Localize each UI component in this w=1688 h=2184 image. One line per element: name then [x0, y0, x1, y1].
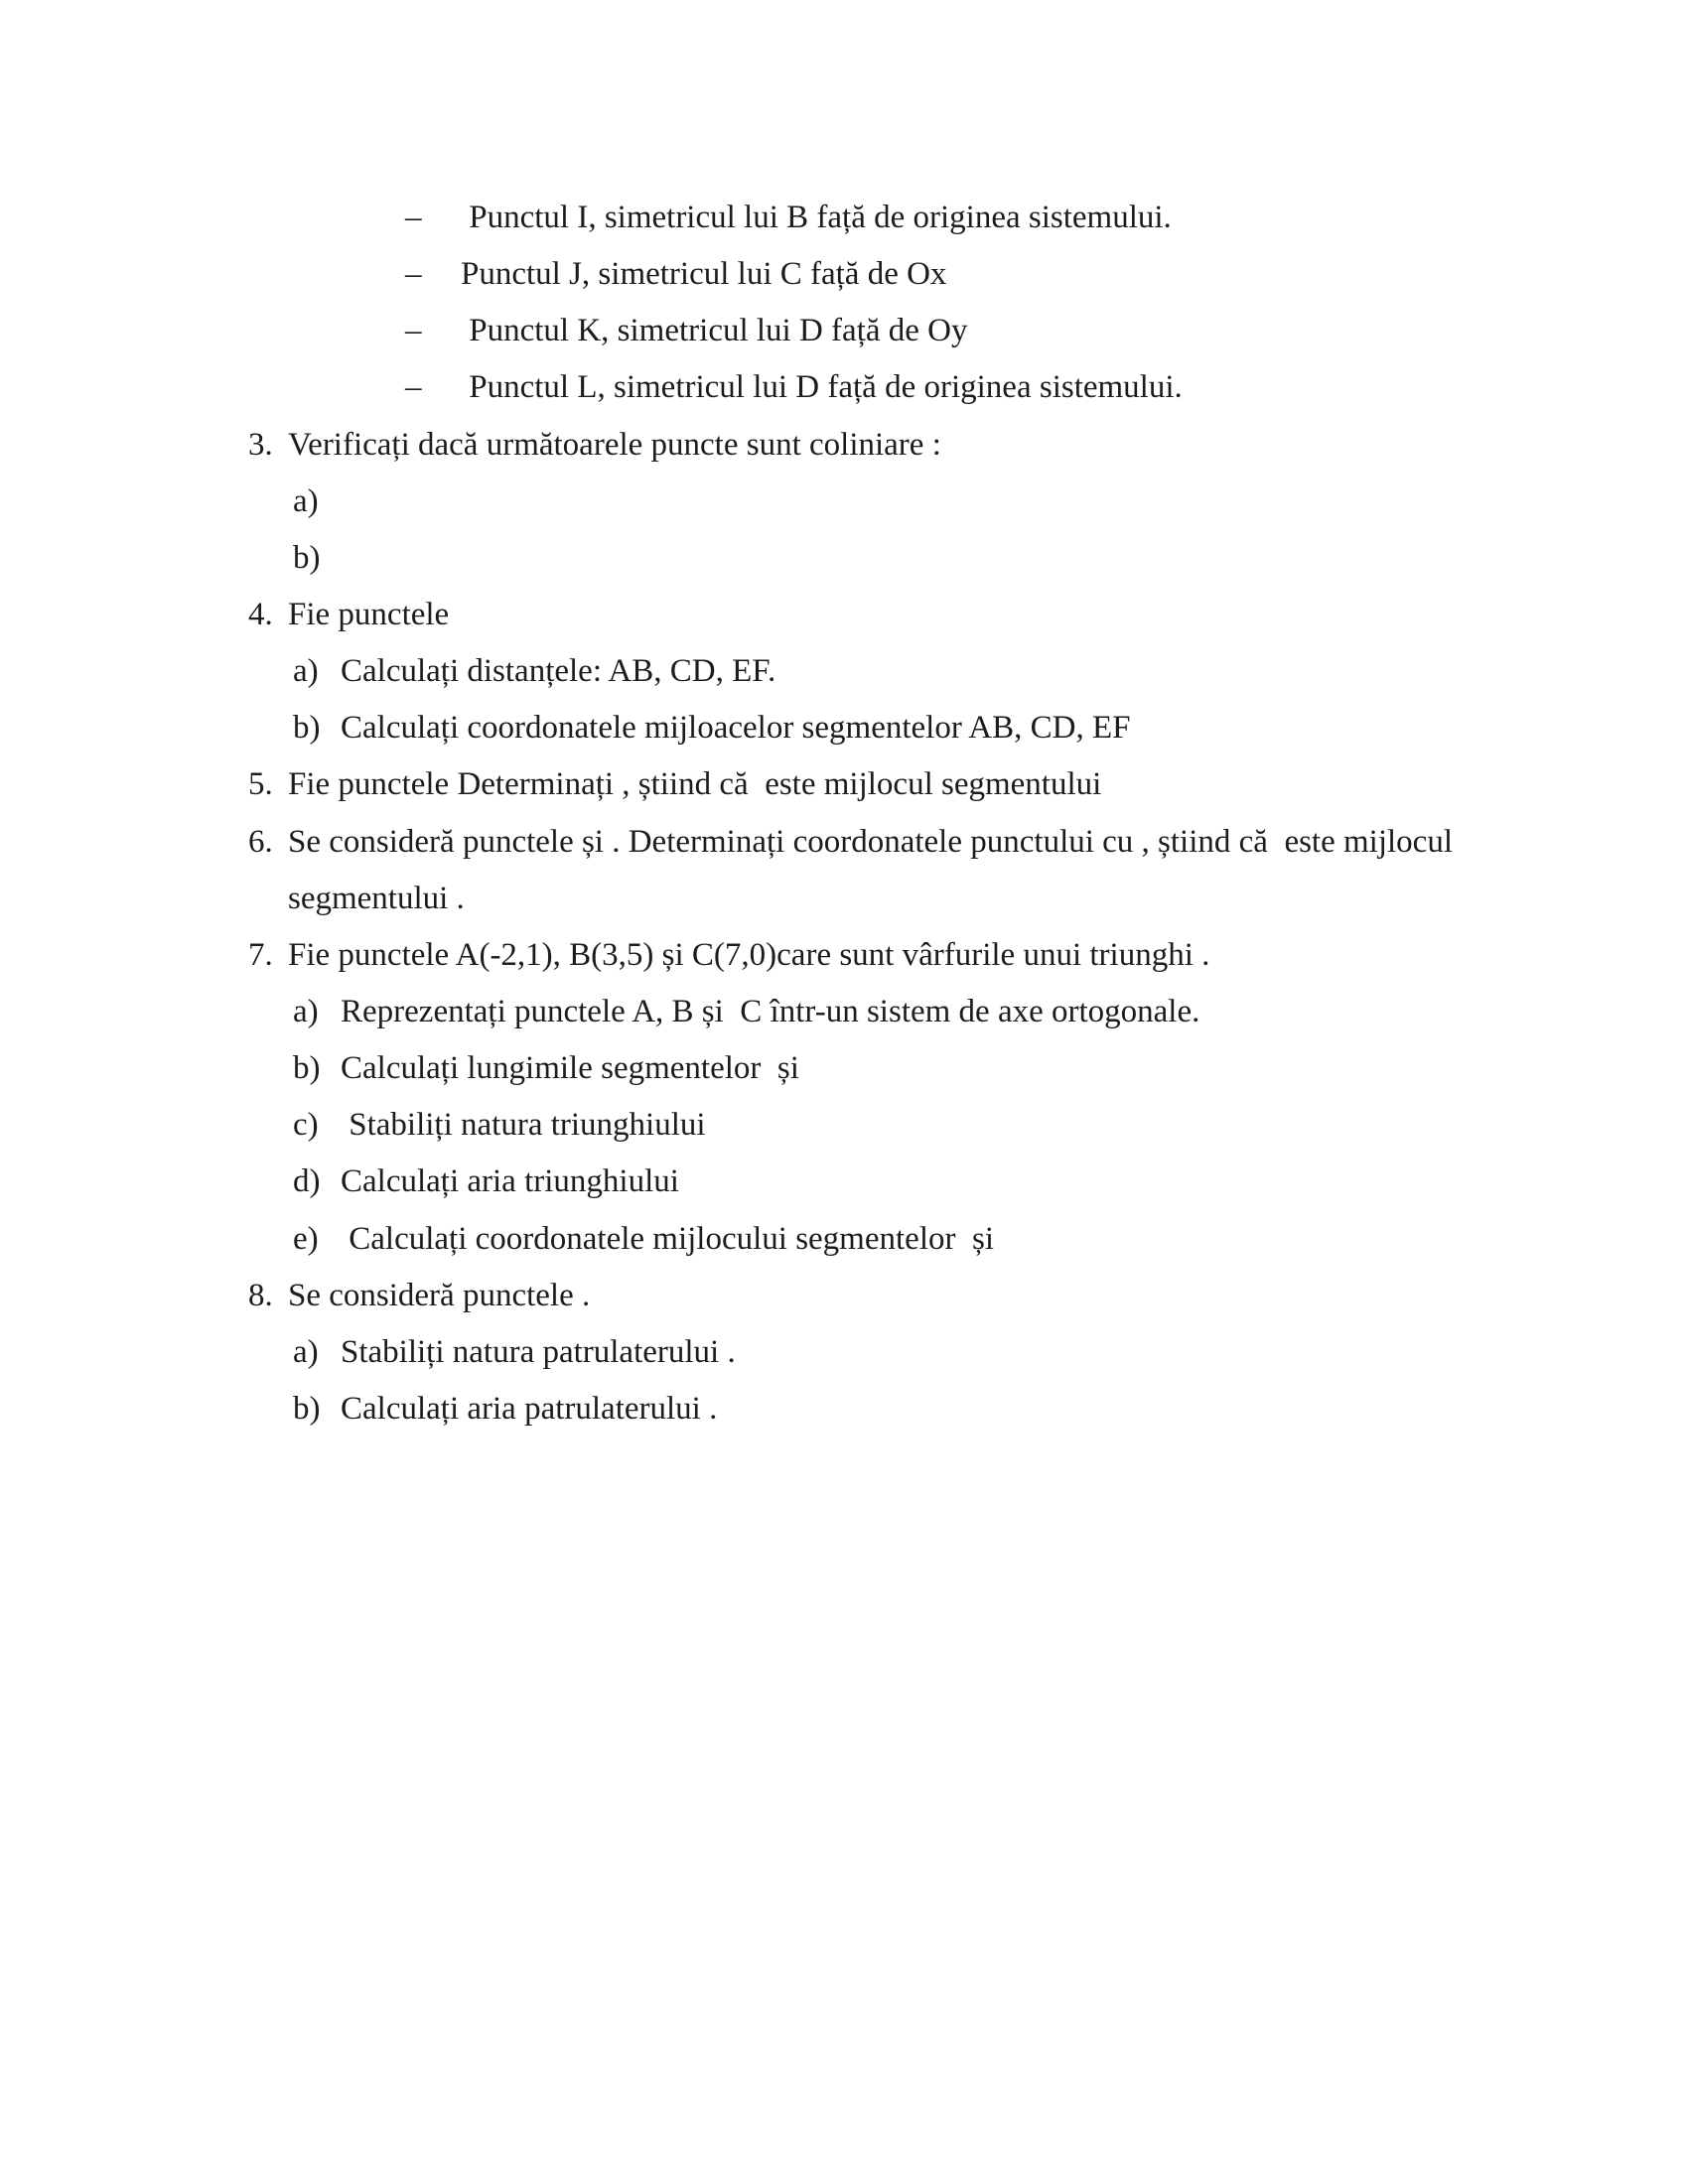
sub-item-marker: e)	[293, 1220, 319, 1257]
sub-item-marker: d)	[293, 1163, 321, 1200]
list-item-numbered	[0, 927, 1688, 984]
line-text: Punctul K, simetricul lui D față de Oy	[461, 313, 968, 349]
list-item-numbered	[0, 417, 1688, 474]
list-item-sub	[0, 1324, 1688, 1381]
line-text: Fie punctele	[288, 596, 450, 632]
line-text: Punctul L, simetricul lui D față de originea sistemului.	[461, 369, 1183, 406]
bullet-dash-marker: –	[405, 369, 422, 406]
line-text: Fie punctele Determinați , știind că este mijlocul segmentului	[288, 766, 1102, 803]
sub-item-marker: a)	[293, 482, 319, 519]
line-text: Calculați aria triunghiului	[341, 1163, 679, 1200]
item-number-marker: 5.	[248, 766, 273, 803]
list-item-bullet	[0, 246, 1688, 303]
sub-item-marker: c)	[293, 1107, 319, 1144]
list-item-sub	[0, 1040, 1688, 1097]
list-item-continuation	[0, 871, 1688, 927]
worksheet-content	[0, 190, 1688, 1437]
line-text: Calculați coordonatele mijlocului segmentelor și	[341, 1220, 994, 1257]
sub-item-marker: b)	[293, 1050, 321, 1087]
list-item-sub	[0, 1154, 1688, 1210]
line-text: Verificați dacă următoarele puncte sunt coliniare :	[288, 426, 941, 463]
bullet-dash-marker: –	[405, 256, 422, 293]
list-item-sub	[0, 700, 1688, 756]
sub-item-marker: a)	[293, 993, 319, 1029]
line-text: Calculați coordonatele mijloacelor segmentelor AB, CD, EF	[341, 710, 1131, 747]
list-item-sub	[0, 643, 1688, 700]
list-item-bullet	[0, 303, 1688, 359]
line-text: Calculați distanțele: AB, CD, EF.	[341, 653, 776, 690]
list-item-bullet	[0, 190, 1688, 246]
line-text: Punctul I, simetricul lui B față de originea sistemului.	[461, 200, 1172, 235]
line-text: segmentului .	[288, 880, 465, 916]
line-text: Fie punctele A(-2,1), B(3,5) și C(7,0)care sunt vârfurile unui triunghi .	[288, 936, 1210, 973]
line-text: Punctul J, simetricul lui C față de Ox	[461, 256, 947, 293]
list-item-numbered	[0, 1268, 1688, 1324]
list-item-sub	[0, 1211, 1688, 1268]
sub-item-marker: b)	[293, 539, 321, 576]
sub-item-marker: b)	[293, 710, 321, 747]
list-item-sub	[0, 530, 1688, 587]
line-text: Calculați lungimile segmentelor și	[341, 1050, 799, 1087]
line-text: Se consideră punctele .	[288, 1277, 591, 1313]
list-item-sub	[0, 1097, 1688, 1154]
list-item-sub	[0, 984, 1688, 1040]
line-text: Reprezentați punctele A, B și C într-un sistem de axe ortogonale.	[341, 993, 1200, 1029]
item-number-marker: 4.	[248, 596, 273, 632]
bullet-dash-marker: –	[405, 200, 422, 235]
line-text: Stabiliți natura patrulaterului .	[341, 1333, 736, 1370]
sub-item-marker: b)	[293, 1390, 321, 1427]
sub-item-marker: a)	[293, 653, 319, 690]
sub-item-marker: a)	[293, 1333, 319, 1370]
line-text: Calculați aria patrulaterului .	[341, 1390, 718, 1427]
list-item-sub	[0, 1381, 1688, 1437]
item-number-marker: 6.	[248, 823, 273, 860]
line-text: Stabiliți natura triunghiului	[341, 1107, 706, 1144]
list-item-numbered	[0, 587, 1688, 643]
line-text: Se consideră punctele și . Determinați coordonatele punctului cu , știind că este mijlocul	[288, 823, 1453, 860]
list-item-numbered	[0, 756, 1688, 813]
list-item-sub	[0, 474, 1688, 530]
item-number-marker: 7.	[248, 936, 273, 973]
item-number-marker: 3.	[248, 426, 273, 463]
list-item-bullet	[0, 359, 1688, 416]
bullet-dash-marker: –	[405, 313, 422, 349]
item-number-marker: 8.	[248, 1277, 273, 1313]
list-item-numbered	[0, 814, 1688, 871]
